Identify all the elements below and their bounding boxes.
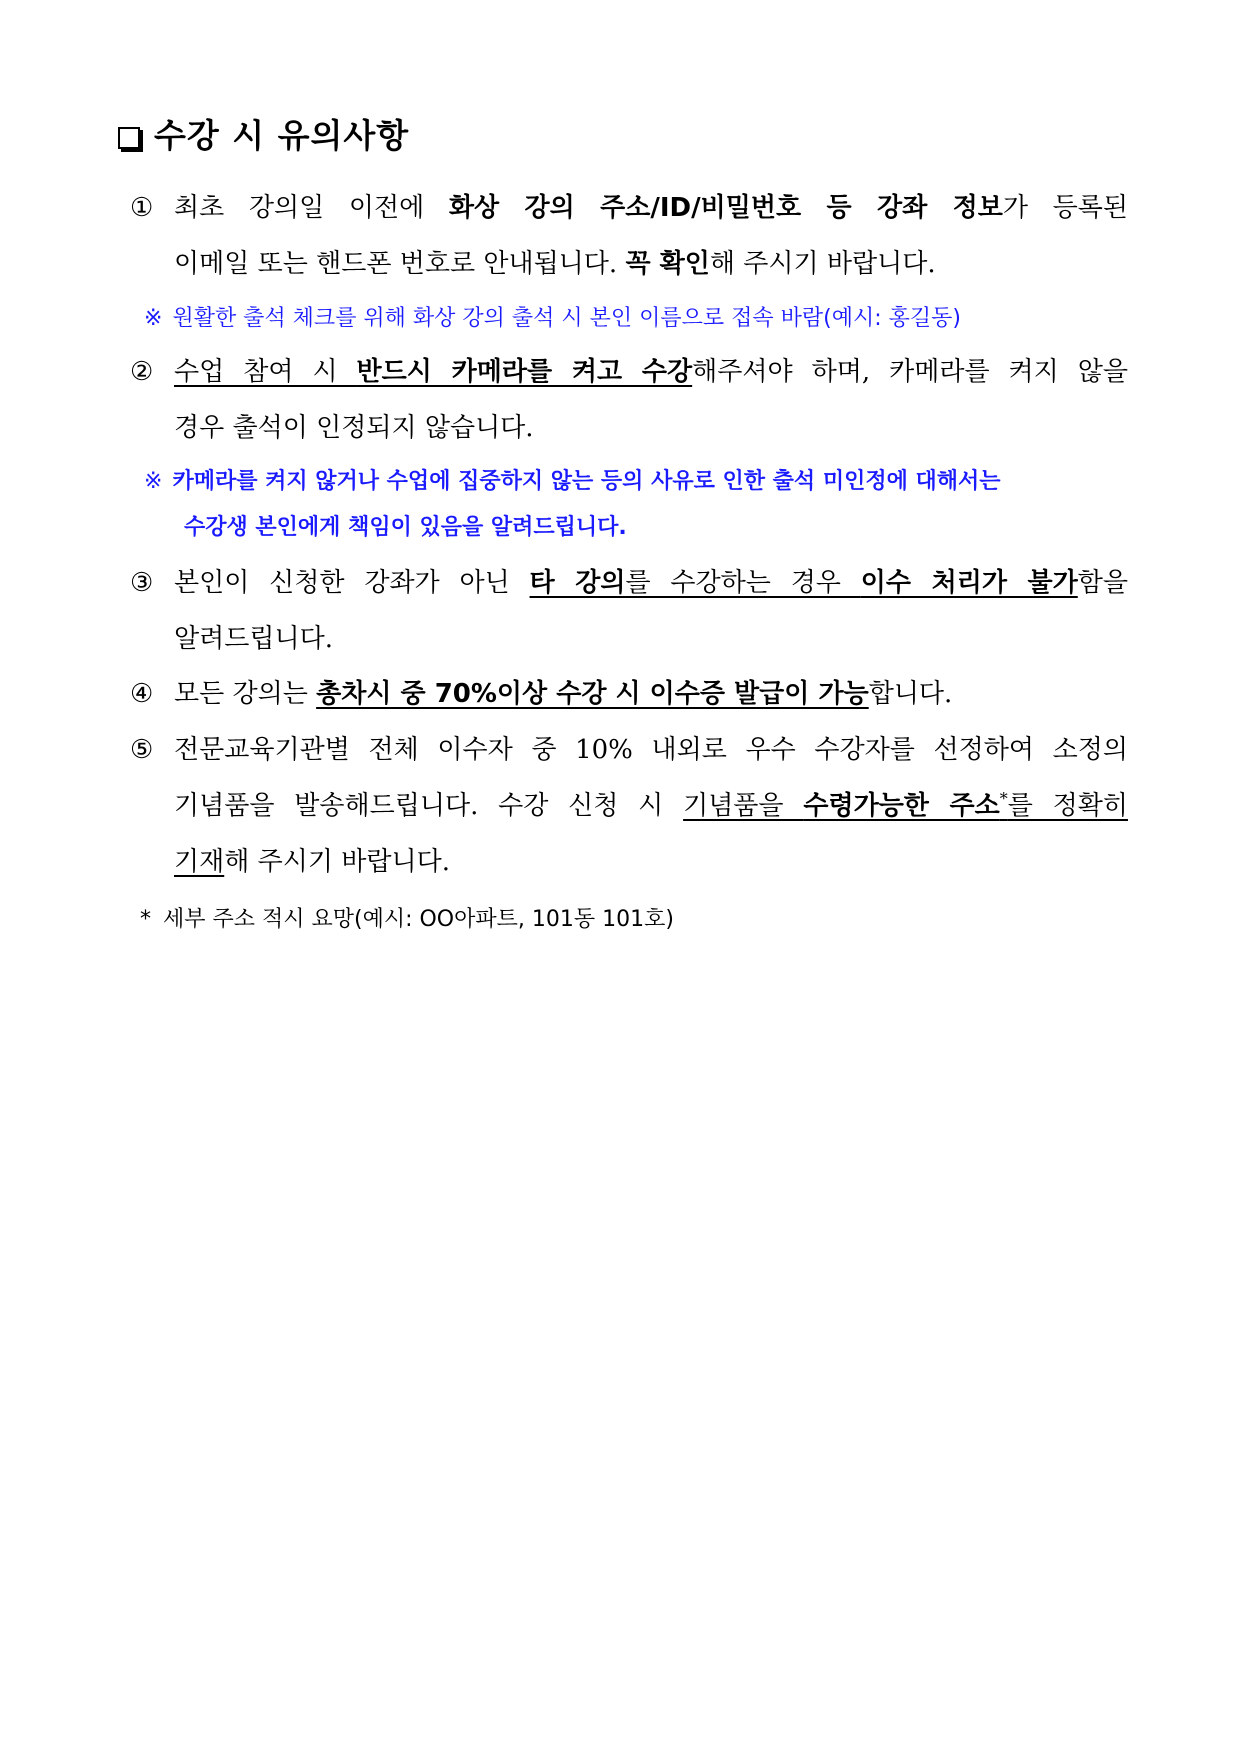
item-text: 최초 강의일 이전에 (174, 193, 449, 223)
notice-item-5 (130, 722, 1128, 890)
note-text: 원활한 출석 체크를 위해 화상 강의 출석 시 본인 이름으로 접속 바람(예시: 홍길동) (172, 306, 961, 331)
item-line (130, 555, 1128, 611)
item-line (130, 778, 1128, 834)
item-text: 함을 (1077, 568, 1128, 598)
item-number: ① (130, 193, 154, 223)
footnote (140, 900, 674, 940)
item-text: 경우 출석이 인정되지 않습니다. (174, 413, 534, 443)
item-text: 기념품을 (683, 791, 804, 821)
item-text: 이메일 또는 핸드폰 번호로 안내됩니다. (174, 249, 626, 279)
item-line (130, 722, 1128, 778)
item-emphasis: 반드시 카메라를 켜고 수강 (356, 357, 693, 387)
item-emphasis: 총차시 중 70%이상 수강 시 이수증 발급이 가능 (316, 679, 869, 709)
item-text: 를 수강하는 경우 (625, 568, 861, 598)
item-text: 수업 참여 시 (174, 357, 357, 387)
item-emphasis: 이수 처리가 불가 (860, 568, 1078, 598)
item-line (130, 344, 1128, 400)
item-underlined (174, 357, 692, 387)
item-line (130, 236, 1128, 292)
footnote-text: 세부 주소 적시 요망(예시: OO아파트, 101동 101호) (163, 907, 674, 932)
section-title-text: 수강 시 유의사항 (154, 116, 410, 155)
reference-mark: ※ (144, 306, 163, 331)
item-underlined (683, 791, 1128, 821)
item-underlined (530, 568, 1078, 598)
footnote-marker: * (999, 789, 1008, 808)
item-number: ③ (130, 568, 154, 598)
item-text: 알려드립니다. (174, 624, 333, 654)
notice-item-2 (130, 344, 1128, 456)
blue-note-2 (144, 459, 1001, 551)
item-line (130, 611, 1128, 667)
blue-note-1 (144, 296, 961, 342)
section-title (118, 112, 409, 160)
item-number: ④ (130, 679, 154, 709)
item-text: 기념품을 발송해드립니다. 수강 신청 시 (174, 791, 684, 821)
item-text: 해 주시기 바랍니다. (224, 847, 450, 877)
notice-item-1 (130, 180, 1128, 292)
checkbox-square-icon (118, 127, 140, 149)
item-text: 본인이 신청한 강좌가 아닌 (174, 568, 530, 598)
reference-mark: ※ (144, 469, 163, 494)
item-line (130, 400, 1128, 456)
item-text: 전문교육기관별 전체 이수자 중 10% 내외로 우수 수강자를 선정하여 소정의 (174, 735, 1128, 765)
item-emphasis: 수령가능한 주소 (803, 791, 1000, 821)
item-text: 합니다. (868, 679, 953, 709)
item-text: 해주셔야 하며, 카메라를 켜지 않을 (692, 357, 1128, 387)
item-text: 가 등록된 (1002, 193, 1128, 223)
item-emphasis: 꼭 확인 (625, 249, 710, 279)
item-number: ⑤ (130, 735, 154, 765)
note-text: 수강생 본인에게 책임이 있음을 알려드립니다. (184, 515, 627, 540)
item-text: 해 주시기 바랍니다. (709, 249, 936, 279)
item-text: 모든 강의는 (174, 679, 317, 709)
notice-item-4 (130, 666, 1128, 722)
item-line (130, 834, 1128, 890)
item-line (130, 666, 1128, 722)
item-line (130, 180, 1128, 236)
note-text: 카메라를 켜지 않거나 수업에 집중하지 않는 등의 사유로 인한 출석 미인정에 대해서는 (172, 469, 1001, 494)
notice-item-3 (130, 555, 1128, 667)
item-text: 를 정확히 (1007, 791, 1128, 821)
item-underlined: 기재 (174, 847, 225, 877)
item-emphasis: 타 강의 (529, 568, 626, 598)
item-emphasis: 화상 강의 주소/ID/비밀번호 등 강좌 정보 (448, 193, 1003, 223)
item-number: ② (130, 357, 154, 387)
footnote-mark: * (140, 907, 151, 932)
